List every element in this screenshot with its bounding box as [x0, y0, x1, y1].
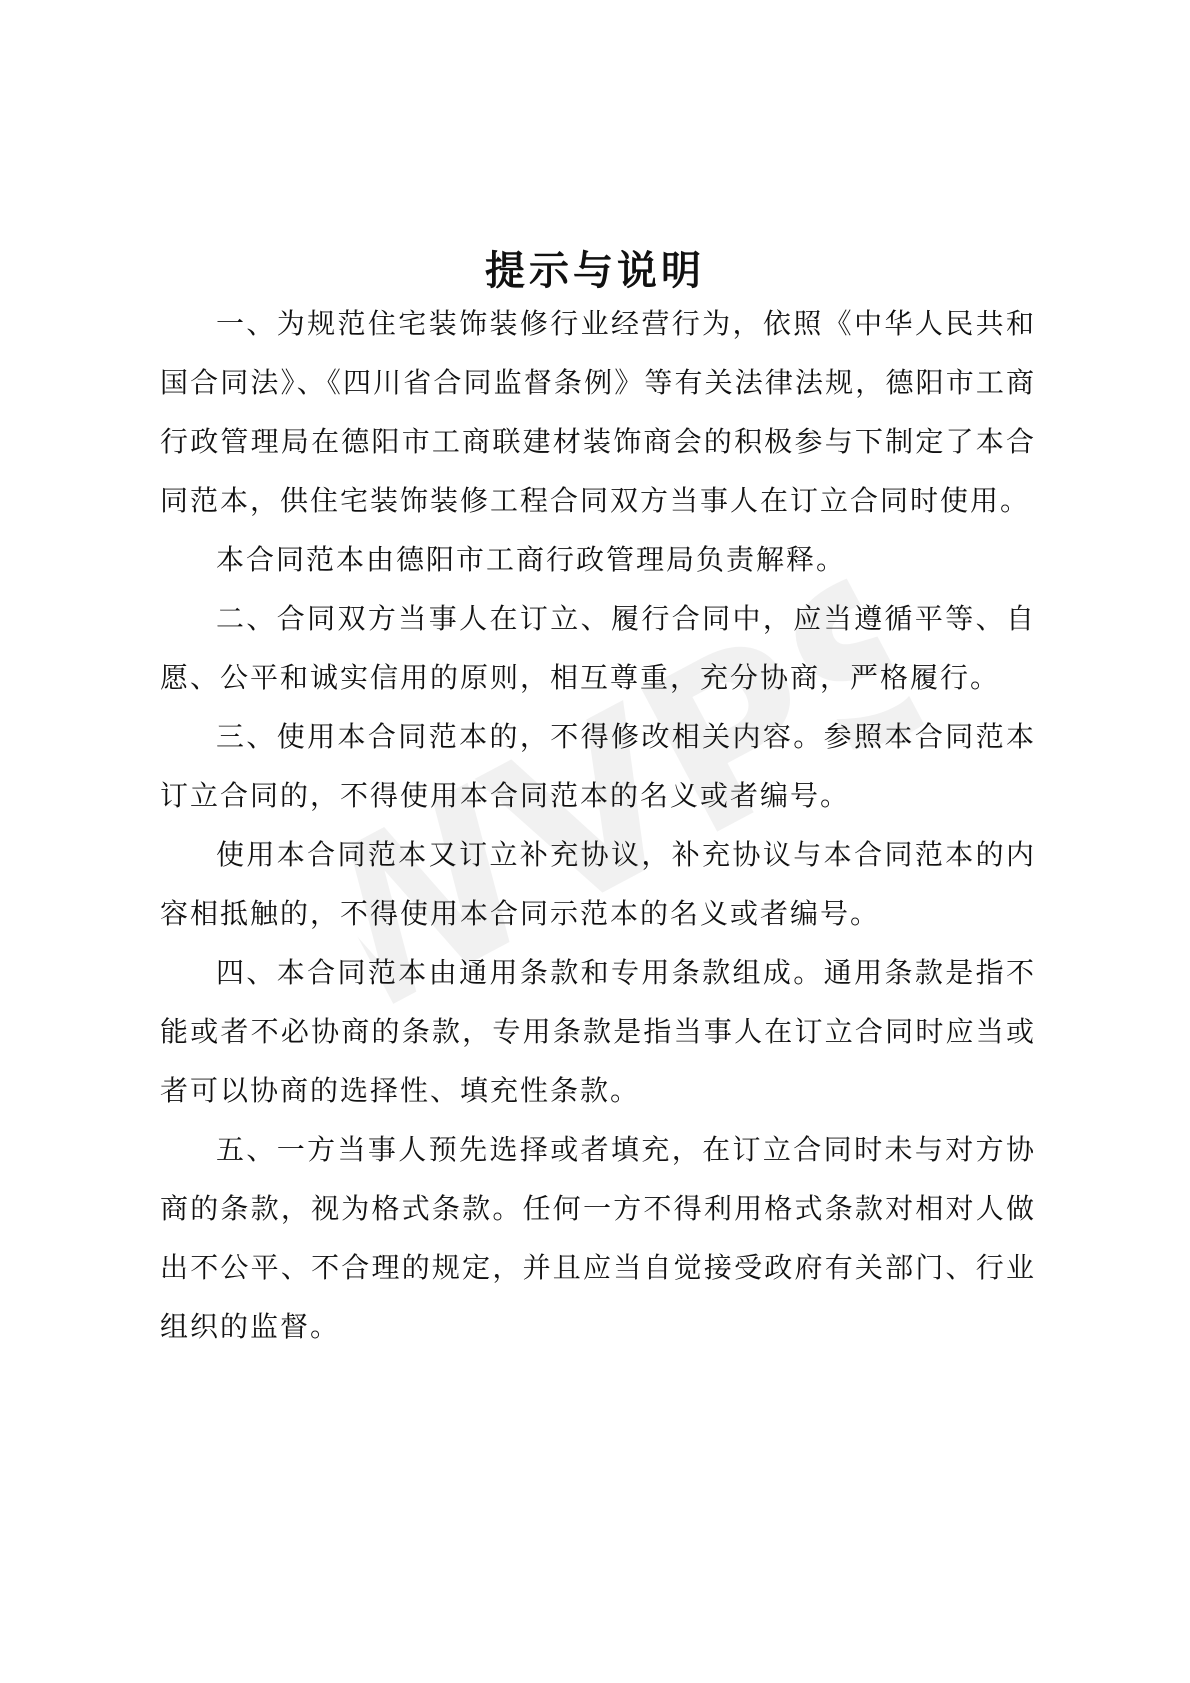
- document-title: 提示与说明: [485, 247, 705, 294]
- paragraph-7: 五、一方当事人预先选择或者填充，在订立合同时未与对方协商的条款，视为格式条款。任何一方不得利用格式条款对相对人做出不公平、不合理的规定，并且应当自觉接受政府有关部门、行业组织的监督。: [160, 1133, 1036, 1343]
- watermark-text: WVPS: [285, 519, 975, 1081]
- paragraph-2: 本合同范本由德阳市工商行政管理局负责解释。: [216, 543, 847, 576]
- paragraph-5: 使用本合同范本又订立补充协议，补充协议与本合同范本的内容相抵触的，不得使用本合同示范本的名义或者编号。: [160, 838, 1036, 930]
- paragraph-6: 四、本合同范本由通用条款和专用条款组成。通用条款是指不能或者不必协商的条款，专用条款是指当事人在订立合同时应当或者可以协商的选择性、填充性条款。: [160, 956, 1036, 1107]
- paragraph-4: 三、使用本合同范本的，不得修改相关内容。参照本合同范本订立合同的，不得使用本合同范本的名义或者编号。: [160, 720, 1036, 812]
- paragraph-1: 一、为规范住宅装饰装修行业经营行为，依照《中华人民共和国合同法》、《四川省合同监督条例》等有关法律法规，德阳市工商行政管理局在德阳市工商联建材装饰商会的积极参与下制定了本合同范本，供住宅装饰装修工程合同双方当事人在订立合同时使用。: [160, 307, 1036, 517]
- document-body: [160, 294, 1036, 1356]
- paragraph-3: 二、合同双方当事人在订立、履行合同中，应当遵循平等、自愿、公平和诚实信用的原则，相互尊重，充分协商，严格履行。: [160, 602, 1036, 694]
